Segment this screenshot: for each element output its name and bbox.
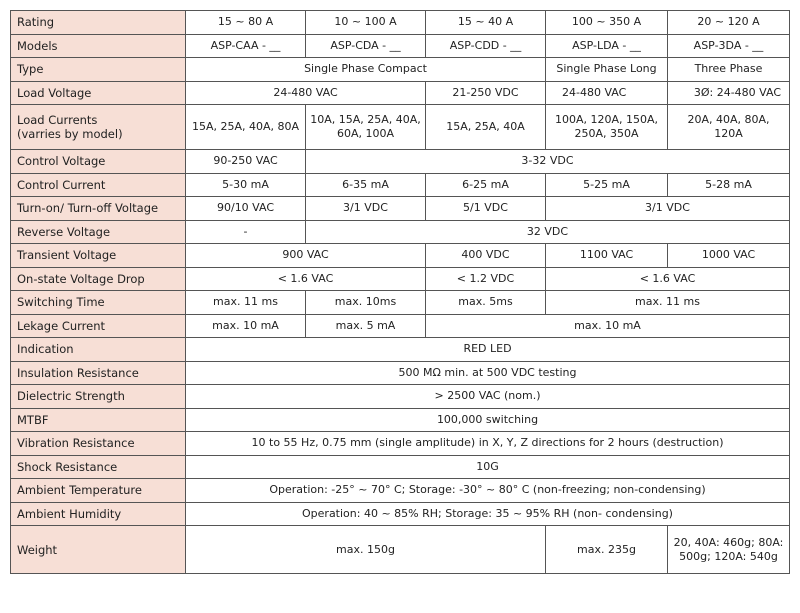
spec-value-cell: max. 5ms [426, 291, 546, 315]
spec-value-cell: 90/10 VAC [186, 197, 306, 221]
spec-value-cell: 1000 VAC [668, 244, 790, 268]
spec-value-cell: < 1.6 VAC [186, 267, 426, 291]
spec-row-label [11, 479, 186, 503]
spec-value-cell: 20 ~ 120 A [668, 11, 790, 35]
spec-row [11, 197, 790, 221]
spec-value-cell: Operation: -25° ~ 70° C; Storage: -30° ~ 80° C (non-freezing; non-condensing) [186, 479, 790, 503]
spec-value-cell: 10A, 15A, 25A, 40A, 60A, 100A [306, 105, 426, 150]
spec-row-label [11, 267, 186, 291]
spec-value-cell: max. 10 mA [186, 314, 306, 338]
spec-row-label [11, 150, 186, 174]
spec-row-label [11, 502, 186, 526]
spec-value-cell: 10 to 55 Hz, 0.75 mm (single amplitude) in X, Y, Z directions for 2 hours (destruction) [186, 432, 790, 456]
spec-row [11, 338, 790, 362]
spec-row [11, 58, 790, 82]
spec-row-label [11, 314, 186, 338]
spec-row [11, 502, 790, 526]
spec-row-label [11, 173, 186, 197]
spec-value-cell: 5-28 mA [668, 173, 790, 197]
spec-row [11, 526, 790, 574]
spec-value-cell: max. 11 ms [186, 291, 306, 315]
spec-value-cell: Single Phase Compact [186, 58, 546, 82]
spec-row [11, 455, 790, 479]
spec-row-label [11, 455, 186, 479]
spec-row-label-text: MTBF [17, 412, 49, 427]
spec-value-cell: ASP-CAA - __ [186, 34, 306, 58]
spec-value-cell: 3-32 VDC [306, 150, 790, 174]
spec-row-label-text: Indication [17, 342, 74, 357]
spec-row-label-text: Ambient Temperature [17, 483, 142, 498]
spec-row-label [11, 34, 186, 58]
spec-row [11, 220, 790, 244]
spec-value-cell: ASP-CDA - __ [306, 34, 426, 58]
specification-table [10, 10, 790, 574]
spec-row-label-text: Ambient Humidity [17, 506, 122, 521]
spec-value-cell: 6-35 mA [306, 173, 426, 197]
spec-value-cell: Single Phase Long [546, 58, 668, 82]
spec-row-label [11, 526, 186, 574]
spec-table-container [10, 10, 789, 574]
spec-value-cell: 5-25 mA [546, 173, 668, 197]
spec-row-label [11, 58, 186, 82]
spec-row [11, 173, 790, 197]
spec-row-label-text: Insulation Resistance [17, 365, 139, 380]
spec-value-cell: 5/1 VDC [426, 197, 546, 221]
spec-value-cell: 5-30 mA [186, 173, 306, 197]
spec-row-label-text: Vibration Resistance [17, 436, 135, 451]
spec-value-cell: max. 11 ms [546, 291, 790, 315]
spec-row [11, 291, 790, 315]
spec-value-cell: ASP-LDA - __ [546, 34, 668, 58]
spec-row-label [11, 197, 186, 221]
spec-row [11, 432, 790, 456]
spec-table-body [11, 11, 790, 574]
spec-row-label-text: Transient Voltage [17, 248, 117, 263]
spec-value-cell: 100,000 switching [186, 408, 790, 432]
spec-row-label [11, 11, 186, 35]
spec-value-cell: max. 5 mA [306, 314, 426, 338]
spec-value-cell: 500 MΩ min. at 500 VDC testing [186, 361, 790, 385]
spec-value-cell: 10 ~ 100 A [306, 11, 426, 35]
spec-row [11, 244, 790, 268]
spec-value-cell: Three Phase [668, 58, 790, 82]
spec-value-cell: - [186, 220, 306, 244]
spec-row-sublabel: (varries by model) [17, 127, 123, 141]
spec-value-cell: 15A, 25A, 40A [426, 105, 546, 150]
spec-row-label [11, 408, 186, 432]
spec-value-cell: 90-250 VAC [186, 150, 306, 174]
spec-row-label-text: Load Currents [17, 113, 98, 127]
spec-value-cell: 20A, 40A, 80A, 120A [668, 105, 790, 150]
spec-value-cell: < 1.6 VAC [546, 267, 790, 291]
spec-value-cell: 6-25 mA [426, 173, 546, 197]
spec-value-cell: ASP-CDD - __ [426, 34, 546, 58]
spec-value-cell: 24-480 VAC [186, 81, 426, 105]
spec-row-label-text: Turn-on/ Turn-off Voltage [17, 201, 159, 216]
spec-value-cell: 15A, 25A, 40A, 80A [186, 105, 306, 150]
spec-value-cell: 1100 VAC [546, 244, 668, 268]
spec-row-label-text: Type [17, 62, 44, 77]
spec-row-label-text: Lekage Current [17, 318, 106, 333]
spec-value-cell: Operation: 40 ~ 85% RH; Storage: 35 ~ 95% RH (non- condensing) [186, 502, 790, 526]
spec-value-cell: 20, 40A: 460g; 80A: 500g; 120A: 540g [668, 526, 790, 574]
spec-row-label-text: Weight [17, 542, 58, 557]
spec-row-label [11, 291, 186, 315]
spec-row-label [11, 385, 186, 409]
spec-row-label-text: Control Voltage [17, 154, 106, 169]
spec-value-cell: 15 ~ 40 A [426, 11, 546, 35]
spec-row-label [11, 220, 186, 244]
spec-row-label [11, 81, 186, 105]
spec-value-cell: max. 150g [186, 526, 546, 574]
spec-value-cell: max. 235g [546, 526, 668, 574]
spec-value-cell: 900 VAC [186, 244, 426, 268]
spec-value-cell: ASP-3DA - __ [668, 34, 790, 58]
spec-value-cell: max. 10ms [306, 291, 426, 315]
spec-row [11, 385, 790, 409]
spec-value-cell: 32 VDC [306, 220, 790, 244]
spec-row-label [11, 432, 186, 456]
spec-value-cell: 21-250 VDC [426, 81, 546, 105]
spec-row [11, 267, 790, 291]
spec-row [11, 11, 790, 35]
spec-value-cell: 400 VDC [426, 244, 546, 268]
spec-value-cell: 15 ~ 80 A [186, 11, 306, 35]
spec-value-cell: 3/1 VDC [306, 197, 426, 221]
spec-row-label [11, 105, 186, 150]
spec-row-label-text: Load Voltage [17, 85, 92, 100]
spec-row-label-text: Control Current [17, 177, 106, 192]
spec-row-label-text: Rating [17, 15, 55, 30]
spec-value-cell: < 1.2 VDC [426, 267, 546, 291]
spec-row-label-text: On-state Voltage Drop [17, 271, 145, 286]
spec-value-cell: 24-480 VAC [546, 81, 668, 105]
spec-value-cell: 3/1 VDC [546, 197, 790, 221]
spec-row [11, 361, 790, 385]
spec-value-cell: RED LED [186, 338, 790, 362]
spec-value-cell: 100 ~ 350 A [546, 11, 668, 35]
spec-row-label [11, 361, 186, 385]
spec-row [11, 81, 790, 105]
spec-row [11, 479, 790, 503]
spec-row-label-text: Dielectric Strength [17, 389, 125, 404]
spec-row [11, 105, 790, 150]
spec-row [11, 150, 790, 174]
spec-row [11, 34, 790, 58]
spec-row-label-text: Reverse Voltage [17, 224, 111, 239]
spec-value-cell: 10G [186, 455, 790, 479]
spec-value-cell: 100A, 120A, 150A, 250A, 350A [546, 105, 668, 150]
spec-value-cell: 3Ø: 24-480 VAC [668, 81, 790, 105]
spec-row-label [11, 244, 186, 268]
spec-row-label-text: Shock Resistance [17, 459, 118, 474]
spec-row-label [11, 338, 186, 362]
spec-value-cell: max. 10 mA [426, 314, 790, 338]
spec-row [11, 314, 790, 338]
spec-value-cell: > 2500 VAC (nom.) [186, 385, 790, 409]
spec-row-label-text: Switching Time [17, 295, 105, 310]
spec-row [11, 408, 790, 432]
spec-row-label-text: Models [17, 38, 58, 53]
